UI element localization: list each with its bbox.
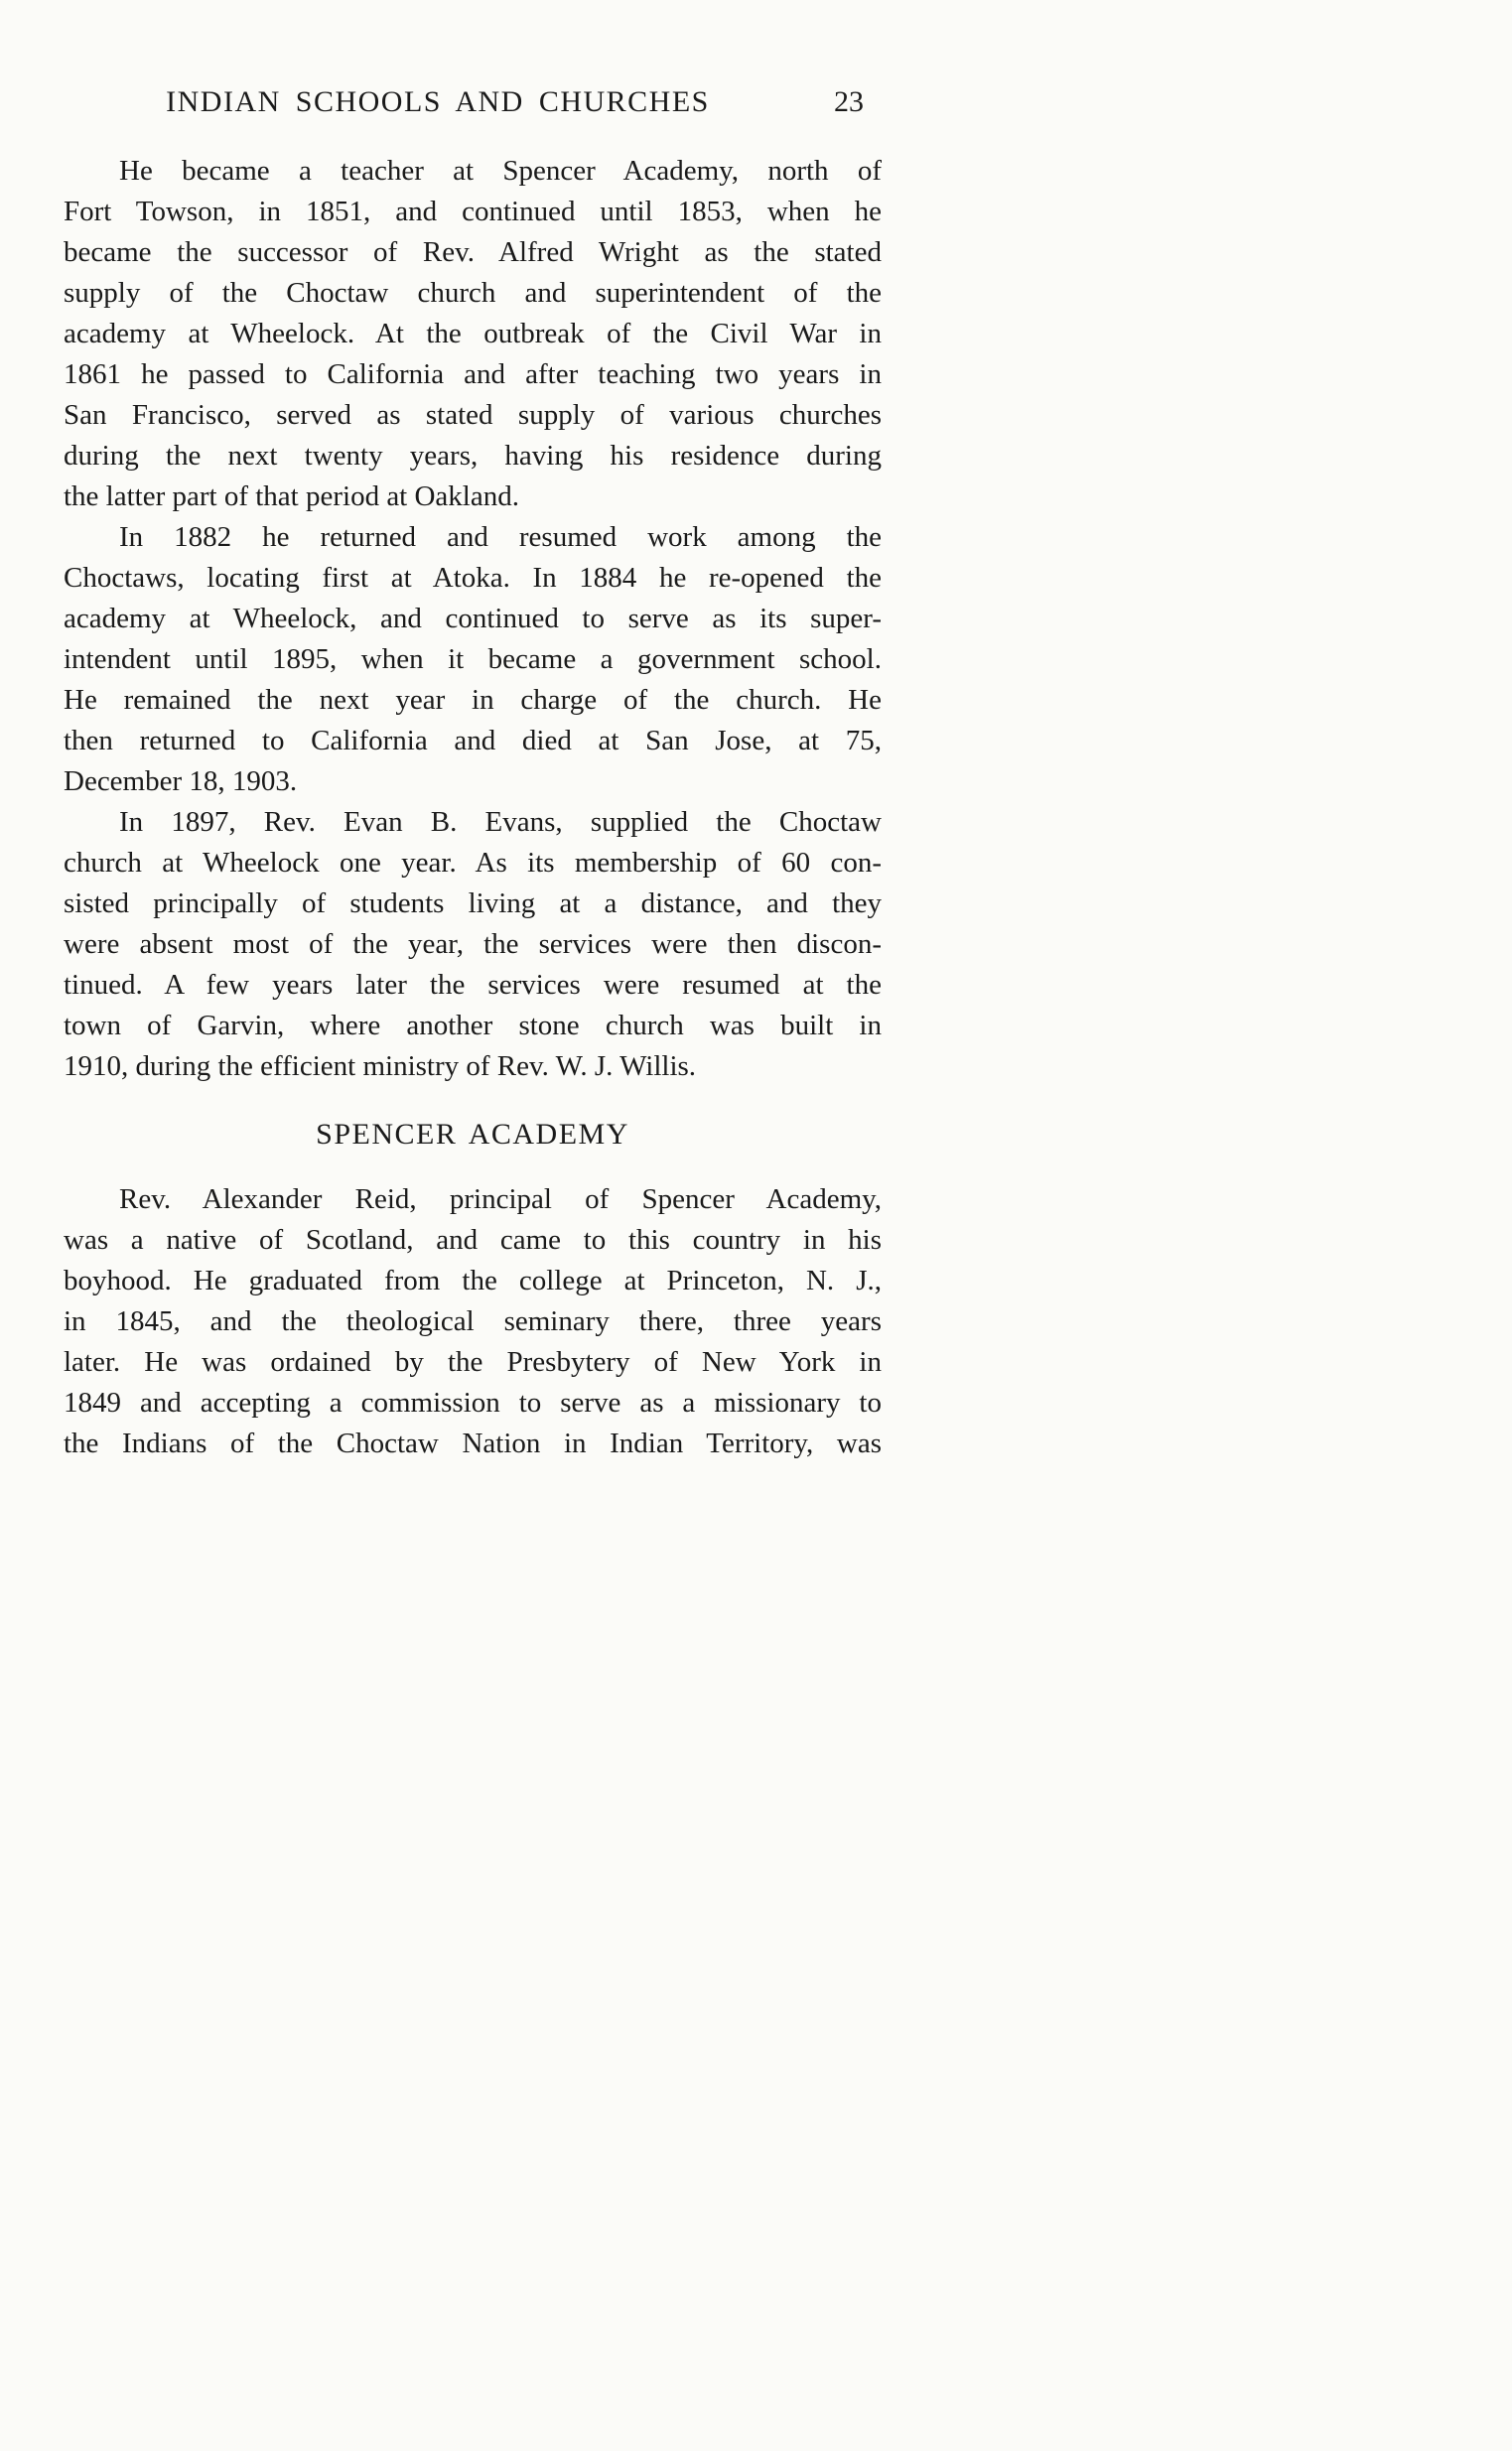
text-line: He became a teacher at Spencer Academy, north of [119, 155, 882, 187]
section-heading: SPENCER ACADEMY [316, 1118, 629, 1151]
text-line: town of Garvin, where another stone church was built in [64, 1010, 882, 1041]
text-line: 1910, during the efficient ministry of Rev. W. J. Willis. [64, 1050, 697, 1082]
text-line: became the successor of Rev. Alfred Wright as the stated [64, 236, 882, 268]
text-line: Fort Towson, in 1851, and continued until 1853, when he [64, 196, 882, 227]
text-line: Rev. Alexander Reid, principal of Spencer Academy, [119, 1183, 882, 1215]
text-line: were absent most of the year, the services were then discon- [64, 928, 882, 960]
book-page [64, 81, 882, 1464]
text-line: December 18, 1903. [64, 765, 298, 797]
text-line: In 1897, Rev. Evan B. Evans, supplied the Choctaw [119, 806, 882, 838]
text-line: then returned to California and died at San Jose, at 75, [64, 725, 882, 756]
text-line: He remained the next year in charge of the church. He [64, 684, 882, 716]
page-content [64, 151, 882, 1464]
text-line: 1861 he passed to California and after teaching two years in [64, 358, 882, 390]
paragraph [64, 802, 882, 1087]
text-line: academy at Wheelock. At the outbreak of the Civil War in [64, 318, 882, 349]
text-line: intendent until 1895, when it became a government school. [64, 643, 882, 675]
text-line: the Indians of the Choctaw Nation in Indian Territory, was [64, 1428, 882, 1459]
header-title: INDIAN SCHOOLS AND CHURCHES [166, 85, 710, 118]
running-header [64, 81, 882, 123]
paragraph [64, 1179, 882, 1464]
paragraph [64, 517, 882, 802]
text-line: academy at Wheelock, and continued to serve as its super- [64, 603, 882, 634]
text-line: Choctaws, locating first at Atoka. In 1884 he re-opened the [64, 562, 882, 594]
text-line: during the next twenty years, having his residence during [64, 440, 882, 472]
paragraph [64, 151, 882, 517]
text-line: In 1882 he returned and resumed work among the [119, 521, 882, 553]
page-number: 23 [834, 85, 864, 118]
text-line: tinued. A few years later the services were resumed at the [64, 969, 882, 1001]
text-line: the latter part of that period at Oakland. [64, 480, 519, 512]
text-line: supply of the Choctaw church and superintendent of the [64, 277, 882, 309]
text-line: boyhood. He graduated from the college at Princeton, N. J., [64, 1265, 882, 1296]
text-line: sisted principally of students living at a distance, and they [64, 887, 882, 919]
text-line: church at Wheelock one year. As its membership of 60 con- [64, 847, 882, 879]
text-line: San Francisco, served as stated supply of various churches [64, 399, 882, 431]
text-line: later. He was ordained by the Presbytery of New York in [64, 1346, 882, 1378]
text-line: in 1845, and the theological seminary there, three years [64, 1305, 882, 1337]
text-line: was a native of Scotland, and came to this country in his [64, 1224, 882, 1256]
text-line: 1849 and accepting a commission to serve as a missionary to [64, 1387, 882, 1419]
